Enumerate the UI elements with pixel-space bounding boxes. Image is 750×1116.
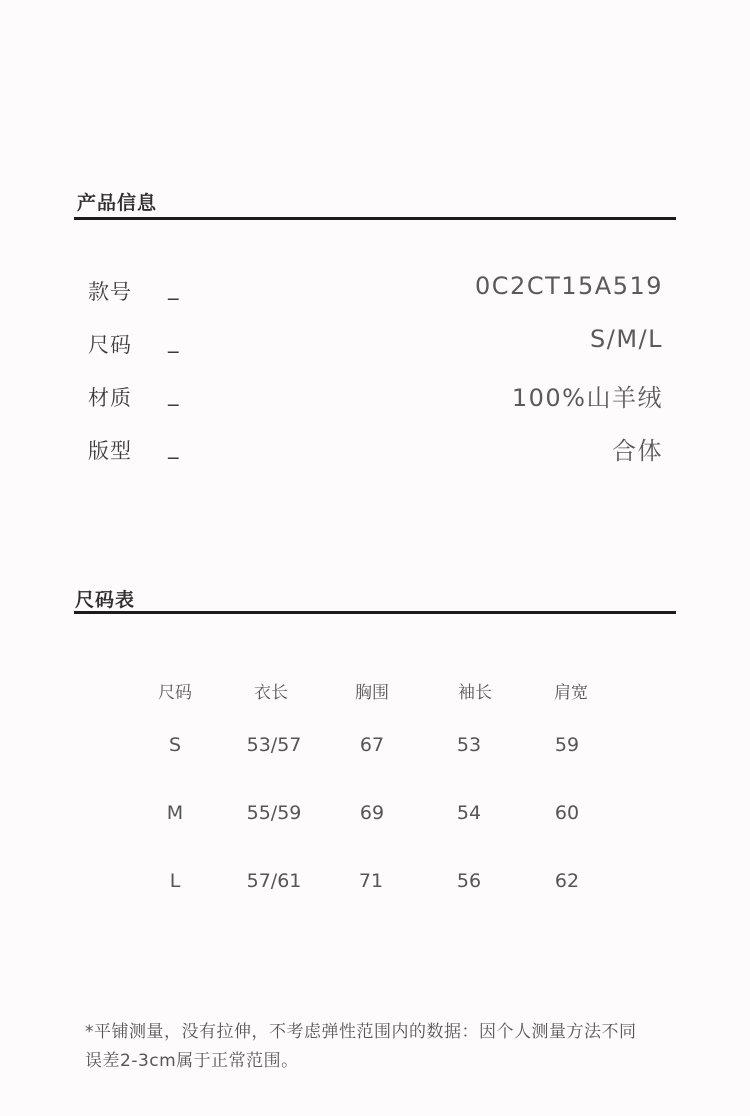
size-table-header [140, 678, 620, 708]
note-line-1: *平铺测量，没有拉伸，不考虑弹性范围内的数据：因个人测量方法不同 [85, 1022, 637, 1042]
info-separator: _ [168, 435, 179, 459]
table-cell: M [166, 802, 184, 824]
info-row-material [88, 382, 663, 422]
table-cell: 60 [554, 802, 580, 824]
header-cell: 袖长 [458, 683, 492, 703]
table-cell: 59 [554, 734, 580, 756]
info-value: 0C2CT15A519 [475, 272, 663, 300]
header-cell: 尺码 [158, 683, 192, 703]
table-row [140, 802, 620, 832]
table-cell: 54 [456, 802, 482, 824]
info-row-size [88, 325, 663, 369]
measurement-note [85, 1018, 685, 1076]
size-chart-divider [74, 611, 676, 614]
table-cell: 53/57 [246, 734, 302, 756]
table-cell: S [168, 734, 182, 756]
info-value: 合体 [612, 437, 663, 465]
info-label: 版型 [88, 439, 132, 463]
header-cell: 衣长 [254, 683, 288, 703]
table-row [140, 870, 620, 900]
table-cell: 62 [554, 870, 580, 892]
table-cell: 69 [359, 802, 385, 824]
info-value: S/M/L [590, 325, 663, 353]
table-cell: 67 [359, 734, 385, 756]
table-cell: 71 [358, 870, 384, 892]
header-cell: 胸围 [355, 683, 389, 703]
info-label: 尺码 [88, 333, 132, 357]
table-row [140, 734, 620, 764]
table-cell: L [169, 870, 181, 892]
table-cell: 56 [456, 870, 482, 892]
product-info-title: 产品信息 [77, 192, 158, 214]
info-row-style-number [88, 272, 663, 316]
product-info-divider [74, 217, 676, 220]
table-cell: 53 [456, 734, 482, 756]
header-cell: 肩宽 [554, 683, 588, 703]
info-separator: _ [168, 329, 179, 353]
info-label: 材质 [88, 386, 132, 410]
info-separator: _ [168, 382, 179, 406]
info-value: 100%山羊绒 [511, 384, 663, 412]
info-row-fit [88, 435, 663, 475]
note-line-2: 误差2-3cm属于正常范围。 [85, 1051, 299, 1071]
info-label: 款号 [88, 280, 132, 304]
table-cell: 57/61 [246, 870, 302, 892]
info-separator: _ [168, 276, 179, 300]
table-cell: 55/59 [246, 802, 302, 824]
size-chart-title: 尺码表 [75, 589, 136, 611]
